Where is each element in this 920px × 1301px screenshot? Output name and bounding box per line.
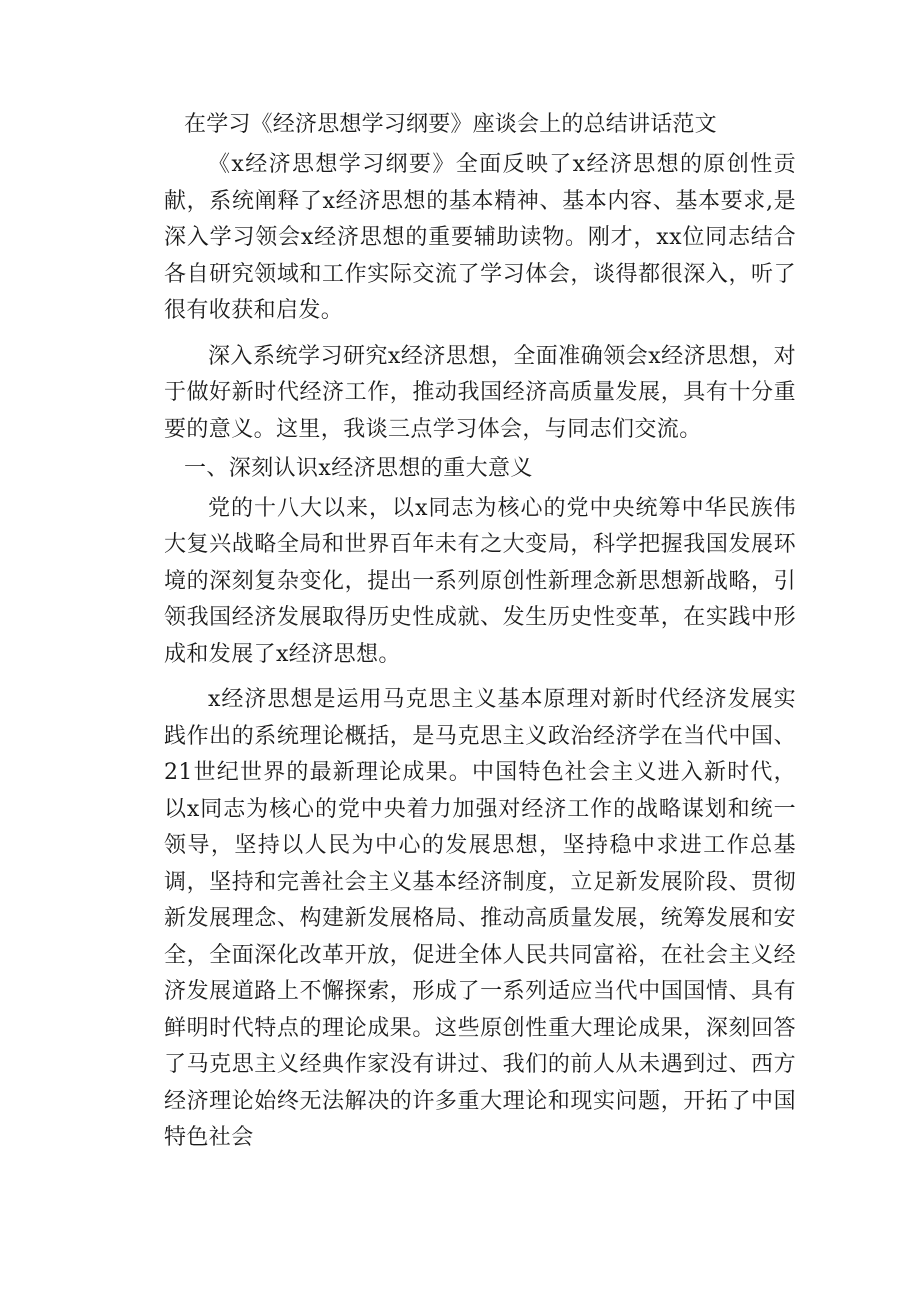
section-paragraph: x经济思想是运用马克思主义基本原理对新时代经济发展实践作出的系统理论概括，是马克思主义政治经济学在当代中国、21世纪世界的最新理论成果。中国特色社会主义进入新时代，以x同志为核心的党中央着力加强对经济工作的战略谋划和统一领导，坚持以人民为中心的发展思想，坚持稳中求进工作总基调，坚持和完善社会主义基本经济制度，立足新发展阶段、贯彻新发展理念、构建新发展格局、推动高质量发展，统筹发展和安全，全面深化改革开放，促进全体人民共同富裕，在社会主义经济发展道路上不懈探索，形成了一系列适应当代中国国情、具有鲜明时代特点的理论成果。这些原创性重大理论成果，深刻回答了马克思主义经典作家没有讲过、我们的前人从未遇到过、西方经济理论始终无法解决的许多重大理论和现实问题，开拓了中国特色社会	[164, 687, 796, 1150]
body-paragraph: 深入系统学习研究x经济思想，全面准确领会x经济思想，对于做好新时代经济工作，推动我国经济高质量发展，具有十分重要的意义。这里，我谈三点学习体会，与同志们交流。	[164, 343, 796, 442]
intro-paragraph: 《x经济思想学习纲要》全面反映了x经济思想的原创性贡献，系统阐释了x经济思想的基本精神、基本内容、基本要求,是深入学习领会x经济思想的重要辅助读物。刚才，xx位同志结合各自研究领域和工作实际交流了学习体会，谈得都很深入，听了很有收获和启发。	[164, 152, 796, 323]
section-heading: 一、深刻认识x经济思想的重大意义	[184, 456, 533, 481]
document-title: 在学习《经济思想学习纲要》座谈会上的总结讲话范文	[184, 112, 717, 137]
document-body	[164, 107, 796, 1166]
section-paragraph: 党的十八大以来，以x同志为核心的党中央统筹中华民族伟大复兴战略全局和世界百年未有之大变局，科学把握我国发展环境的深刻复杂变化，提出一系列原创性新理念新思想新战略，引领我国经济发展取得历史性成就、发生历史性变革，在实践中形成和发展了x经济思想。	[164, 495, 796, 667]
